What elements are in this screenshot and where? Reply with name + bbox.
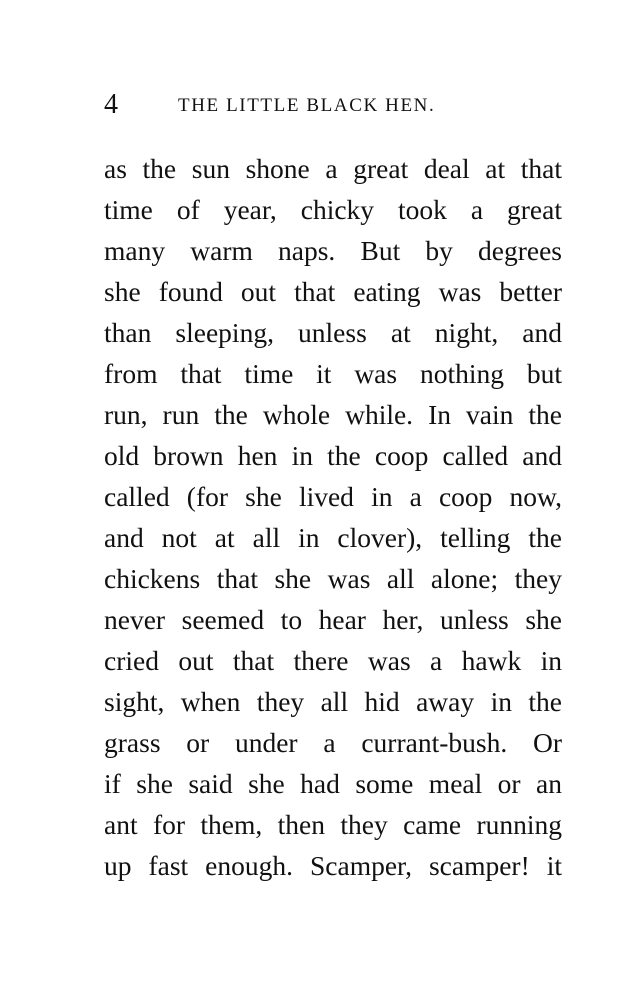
body-text bbox=[104, 148, 562, 886]
text-line: and not at all in clover), telling the bbox=[104, 522, 562, 553]
text-line: chickens that she was all alone; they bbox=[104, 563, 562, 594]
text-line: sight, when they all hid away in the bbox=[104, 686, 562, 717]
text-line: time of year, chicky took a great bbox=[104, 194, 562, 225]
text-line: from that time it was nothing but bbox=[104, 358, 562, 389]
text-line: grass or under a currant-bush. Or bbox=[104, 727, 562, 758]
text-line: called (for she lived in a coop now, bbox=[104, 481, 562, 512]
page-number: 4 bbox=[104, 89, 118, 120]
text-line: as the sun shone a great deal at that bbox=[104, 153, 562, 184]
running-head bbox=[104, 88, 504, 124]
text-line: never seemed to hear her, unless she bbox=[104, 604, 562, 635]
text-line: she found out that eating was better bbox=[104, 276, 562, 307]
text-line: than sleeping, unless at night, and bbox=[104, 317, 562, 348]
text-line: ant for them, then they came running bbox=[104, 809, 562, 840]
running-title: THE LITTLE BLACK HEN. bbox=[178, 95, 436, 116]
text-line: many warm naps. But by degrees bbox=[104, 235, 562, 266]
text-line: if she said she had some meal or an bbox=[104, 768, 562, 799]
text-line: cried out that there was a hawk in bbox=[104, 645, 562, 676]
text-line: run, run the whole while. In vain the bbox=[104, 399, 562, 430]
text-line: up fast enough. Scamper, scamper! it bbox=[104, 850, 562, 881]
text-line: old brown hen in the coop called and bbox=[104, 440, 562, 471]
